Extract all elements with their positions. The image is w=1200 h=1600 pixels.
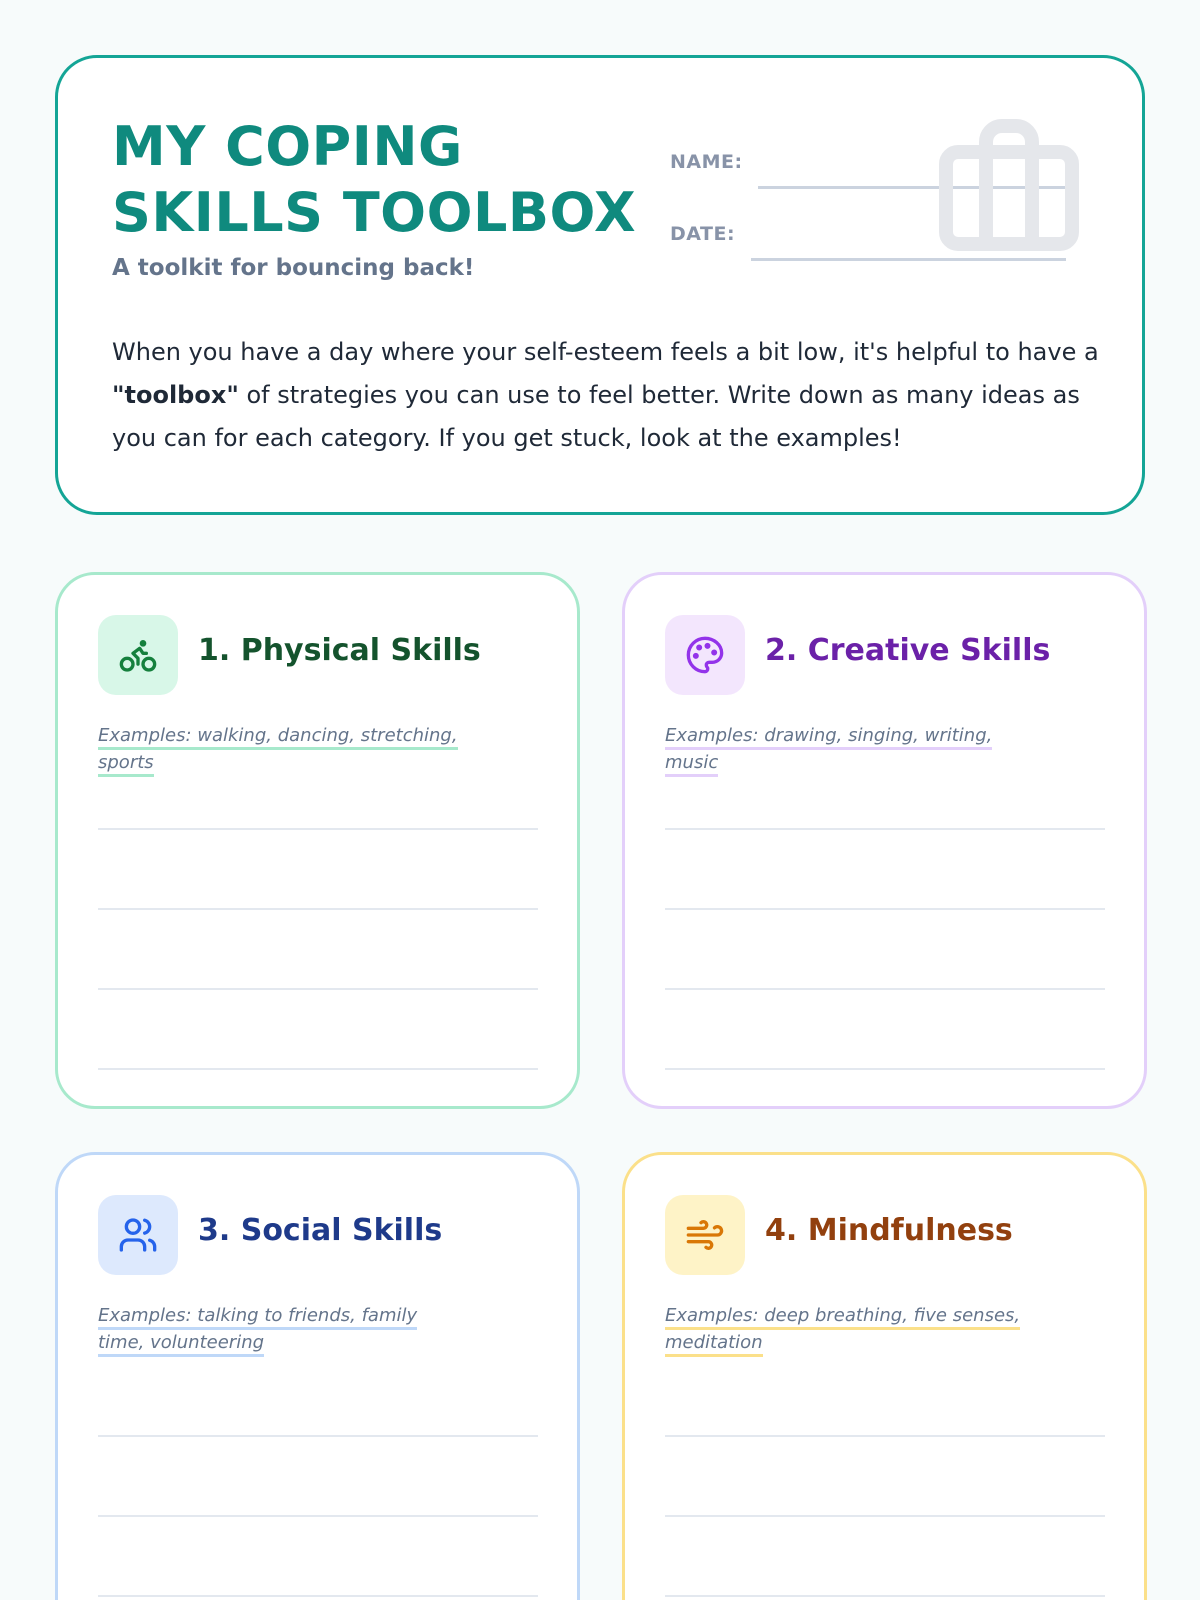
intro-paragraph: When you have a day where your self-esteem feels a bit low, it's helpful to have a "toolbox" of strategies you can use to feel better. Write down as many ideas as you can for each category. If you get stuck, look at the examples! bbox=[112, 338, 1099, 452]
social-skills-card bbox=[55, 1152, 580, 1600]
bicycle-icon bbox=[118, 635, 158, 675]
answer-line[interactable] bbox=[665, 1435, 1105, 1437]
mindfulness-card bbox=[622, 1152, 1147, 1600]
section-examples: Examples: talking to friends, family time, volunteering bbox=[98, 1302, 468, 1356]
mindfulness-icon-box bbox=[665, 1195, 745, 1275]
answer-line[interactable] bbox=[98, 988, 538, 990]
answer-line[interactable] bbox=[665, 1515, 1105, 1517]
answer-line[interactable] bbox=[665, 1595, 1105, 1597]
section-examples: Examples: deep breathing, five senses, meditation bbox=[665, 1302, 1035, 1356]
answer-line[interactable] bbox=[98, 828, 538, 830]
answer-line[interactable] bbox=[98, 1435, 538, 1437]
users-icon bbox=[118, 1215, 158, 1255]
section-title: 2. Creative Skills bbox=[765, 633, 1051, 668]
answer-line[interactable] bbox=[665, 828, 1105, 830]
name-label: NAME: bbox=[670, 151, 743, 173]
creative-icon-box bbox=[665, 615, 745, 695]
section-title: 1. Physical Skills bbox=[198, 633, 481, 668]
physical-icon-box bbox=[98, 615, 178, 695]
date-label: DATE: bbox=[670, 223, 736, 245]
section-examples: Examples: walking, dancing, stretching, sports bbox=[98, 722, 468, 776]
answer-line[interactable] bbox=[665, 908, 1105, 910]
answer-line[interactable] bbox=[665, 1068, 1105, 1070]
answer-line[interactable] bbox=[98, 1595, 538, 1597]
briefcase-icon bbox=[936, 116, 1086, 256]
answer-line[interactable] bbox=[98, 1515, 538, 1517]
section-title: 4. Mindfulness bbox=[765, 1213, 1013, 1248]
creative-skills-card bbox=[622, 572, 1147, 1109]
wind-icon bbox=[685, 1215, 725, 1255]
physical-skills-card bbox=[55, 572, 580, 1109]
section-examples: Examples: drawing, singing, writing, music bbox=[665, 722, 1035, 776]
page-title: MY COPING SKILLS TOOLBOX bbox=[112, 115, 637, 244]
answer-line[interactable] bbox=[665, 988, 1105, 990]
answer-line[interactable] bbox=[98, 908, 538, 910]
social-icon-box bbox=[98, 1195, 178, 1275]
page-subtitle: A toolkit for bouncing back! bbox=[112, 255, 475, 281]
answer-line[interactable] bbox=[98, 1068, 538, 1070]
section-title: 3. Social Skills bbox=[198, 1213, 443, 1248]
palette-icon bbox=[685, 635, 725, 675]
date-field-line[interactable] bbox=[751, 258, 1066, 261]
header-card bbox=[55, 55, 1145, 515]
